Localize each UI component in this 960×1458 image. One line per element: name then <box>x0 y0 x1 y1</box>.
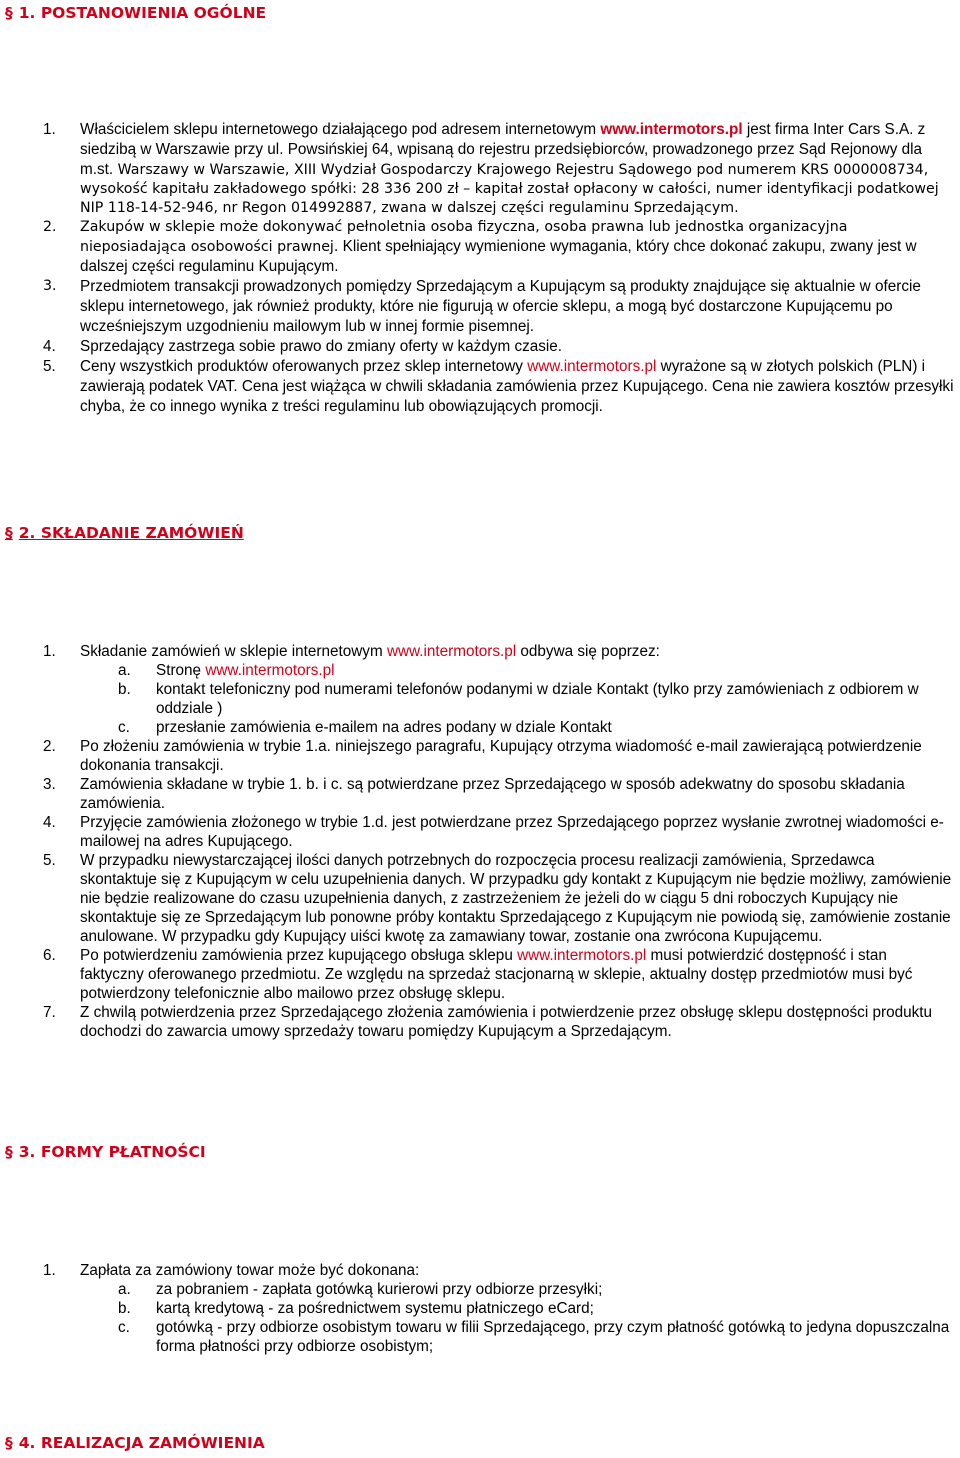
item-text: Sprzedający zastrzega sobie prawo do zmiany oferty w każdym czasie. <box>80 338 563 355</box>
list-item <box>0 120 960 218</box>
sub-item-text: gotówką - przy odbiorze osobistym towaru w filii Sprzedającego, przy czym płatność gotówką to jedyna dopuszczalna forma płatności przy odbiorze osobistym; <box>156 1319 950 1355</box>
item-number: 6. <box>43 947 56 964</box>
item-number: 4. <box>43 338 56 355</box>
item-text: wyrażone są w złotych polskich (PLN) i zawierają podatek VAT. Cena jest wiążąca w chwili składania zamówienia przez Kupującego. Cena nie zawiera kosztów przesyłki chyba, że co innego wynika z treści regulaminu lub obowiązujących promocji. <box>80 358 954 415</box>
item-text: Po potwierdzeniu zamówienia przez kupującego obsługa sklepu <box>80 947 518 964</box>
website-link[interactable]: www.intermotors.pl <box>527 358 657 375</box>
item-text: Zakupów w sklepie może dokonywać pełnoletnia osoba fizyczna, osoba prawna lub jednostka organizacyjna nieposiadająca osobowości prawnej. <box>80 219 848 255</box>
sub-item-text: przesłanie zamówienia e-mailem na adres podany w dziale Kontakt <box>156 719 612 736</box>
list-item <box>0 218 960 277</box>
section-3-list <box>0 1261 960 1356</box>
list-item <box>0 1003 960 1041</box>
list-item <box>0 813 960 851</box>
sub-item <box>0 1299 960 1318</box>
item-text: Właścicielem sklepu internetowego działającego pod adresem internetowym <box>80 121 601 138</box>
sub-item-text: kontakt telefoniczny pod numerami telefonów podanymi w dziale Kontakt (tylko przy zamówieniach z odbiorem w oddziale ) <box>156 681 919 717</box>
item-number: 1. <box>43 643 56 660</box>
sub-item-letter: a. <box>118 662 131 679</box>
item-text: Składanie zamówień w sklepie internetowym <box>80 643 387 660</box>
item-number: 5. <box>43 358 56 375</box>
section-heading-3 <box>5 1143 206 1161</box>
section-symbol: § <box>5 1143 13 1161</box>
section-1-list <box>0 120 960 417</box>
section-heading-2 <box>5 524 244 542</box>
sub-item <box>0 680 960 718</box>
section-title: 1. POSTANOWIENIA OGÓLNE <box>18 4 267 22</box>
list-item <box>0 946 960 1003</box>
list-item <box>0 357 960 417</box>
item-number: 5. <box>43 852 56 869</box>
section-title: 3. FORMY PŁATNOŚCI <box>18 1143 206 1161</box>
list-item <box>0 277 960 337</box>
item-text: Zapłata za zamówiony towar może być dokonana: <box>80 1262 420 1279</box>
website-link[interactable]: www.intermotors.pl <box>205 662 335 679</box>
list-item <box>0 737 960 775</box>
item-text: odbywa się poprzez: <box>516 643 660 660</box>
item-text: Przyjęcie zamówienia złożonego w trybie 1.d. jest potwierdzane przez Sprzedającego poprzez wysłanie zwrotnej wiadomości e-mailowej na adres Kupującego. <box>80 814 944 850</box>
section-title: 4. REALIZACJA ZAMÓWIENIA <box>18 1434 265 1452</box>
sub-item-text: za pobraniem - zapłata gotówką kurierowi przy odbiorze przesyłki; <box>156 1281 603 1298</box>
sub-item <box>0 1318 960 1356</box>
section-symbol: § <box>5 4 13 22</box>
sub-item <box>0 1280 960 1299</box>
item-number: 3. <box>43 776 56 793</box>
list-item <box>0 851 960 946</box>
item-text: Klient spełniający wymienione wymagania, który chce dokonać zakupu, zwany jest w dalszej części regulaminu Kupującym. <box>80 238 917 275</box>
sub-item-letter: c. <box>118 1319 130 1336</box>
item-number: 1. <box>43 1262 56 1279</box>
item-text: jest firma Inter Cars S.A. z siedzibą w Warszawie przy ul. Powsińskiej 64, wpisaną do rejestru przedsiębiorców, prowadzonego przez Sąd Rejonowy dla m.st. <box>80 121 926 178</box>
sub-item-text: Stronę <box>156 662 206 679</box>
section-title: 2. SKŁADANIE ZAMÓWIEŃ <box>18 524 244 542</box>
item-number: 2. <box>43 738 56 755</box>
section-heading-4 <box>5 1434 265 1452</box>
item-number: 4. <box>43 814 56 831</box>
item-text: musi potwierdzić dostępność i stan faktyczny oferowanego przedmiotu. Ze względu na sprzedaż stacjonarną w sklepie, aktualny dostęp przedmiotów musi być potwierdzony telefonicznie albo mailowo przez obsługę sklepu. <box>80 947 913 1002</box>
section-symbol: § <box>5 1434 13 1452</box>
item-text: Po złożeniu zamówienia w trybie 1.a. niniejszego paragrafu, Kupujący otrzyma wiadomość e-mail zawierającą potwierdzenie dokonania transakcji. <box>80 738 922 774</box>
section-2-list <box>0 642 960 1041</box>
sub-item-letter: c. <box>118 719 130 736</box>
website-link[interactable]: www.intermotors.pl <box>517 947 647 964</box>
sub-item <box>0 661 960 680</box>
item-text: Z chwilą potwierdzenia przez Sprzedającego złożenia zamówienia i potwierdzenie przez obsługę sklepu dostępności produktu dochodzi do zawarcia umowy sprzedaży towaru pomiędzy Kupującym a Sprzedającym. <box>80 1004 933 1040</box>
sub-item-letter: b. <box>118 681 131 698</box>
item-text: W przypadku niewystarczającej ilości danych potrzebnych do rozpoczęcia procesu realizacji zamówienia, Sprzedawca skontaktuje się z Kupującym w celu uzupełnienia danych. W przypadku gdy kontakt z Kupującym nie będzie możliwy, zamówienie nie będzie realizowane do czasu uzupełnienia danych, z zastrzeżeniem że jeżeli do w ciągu 5 dni roboczych Kupujący nie skontaktuje się ze Sprzedającym lub ponowne próby kontaktu Sprzedającego z Kupującym nie powiodą się, zamówienie zostanie anulowane. W przypadku gdy Kupujący uiści kwotę za zamawiany towar, zostanie ona zwrócona Kupującemu. <box>80 852 952 945</box>
list-item <box>0 775 960 813</box>
item-number: 3. <box>43 278 57 294</box>
list-item <box>0 1261 960 1280</box>
list-item <box>0 642 960 661</box>
item-text: Warszawy w Warszawie, XIII Wydział Gospodarczy Krajowego Rejestru Sądowego pod numerem KRS 0000008734, wysokość kapitału zakładowego spółki: 28 336 200 zł – kapitał został opłacony w całości, numer identyfikacji podatkowej NIP 118-14-52-946, nr Regon 014992887, zwana w dalszej części regulaminu Sprzedającym. <box>80 162 939 216</box>
website-link[interactable]: www.intermotors.pl <box>600 121 743 138</box>
item-text: Ceny wszystkich produktów oferowanych przez sklep internetowy <box>80 358 528 375</box>
item-number: 1. <box>43 121 56 138</box>
item-text: Zamówienia składane w trybie 1. b. i c. są potwierdzane przez Sprzedającego w sposób adekwatny do sposobu składania zamówienia. <box>80 776 905 812</box>
item-number: 2. <box>43 219 57 235</box>
sub-item-text: kartą kredytową - za pośrednictwem systemu płatniczego eCard; <box>156 1300 594 1317</box>
section-heading-1 <box>5 4 266 22</box>
sub-item-letter: a. <box>118 1281 131 1298</box>
website-link[interactable]: www.intermotors.pl <box>386 643 517 660</box>
sub-item <box>0 718 960 737</box>
sub-item-letter: b. <box>118 1300 131 1317</box>
list-item <box>0 337 960 357</box>
section-symbol: § <box>5 524 13 542</box>
item-number: 7. <box>43 1004 56 1021</box>
item-text: Przedmiotem transakcji prowadzonych pomiędzy Sprzedającym a Kupującym są produkty znajdujące się aktualnie w ofercie sklepu internetowego, jak również produkty, które nie figurują w ofercie sklepu, a mogą być dostarczone Kupującemu po wcześniejszym uzgodnieniu mailowym lub w innej formie pisemnej. <box>80 278 921 335</box>
